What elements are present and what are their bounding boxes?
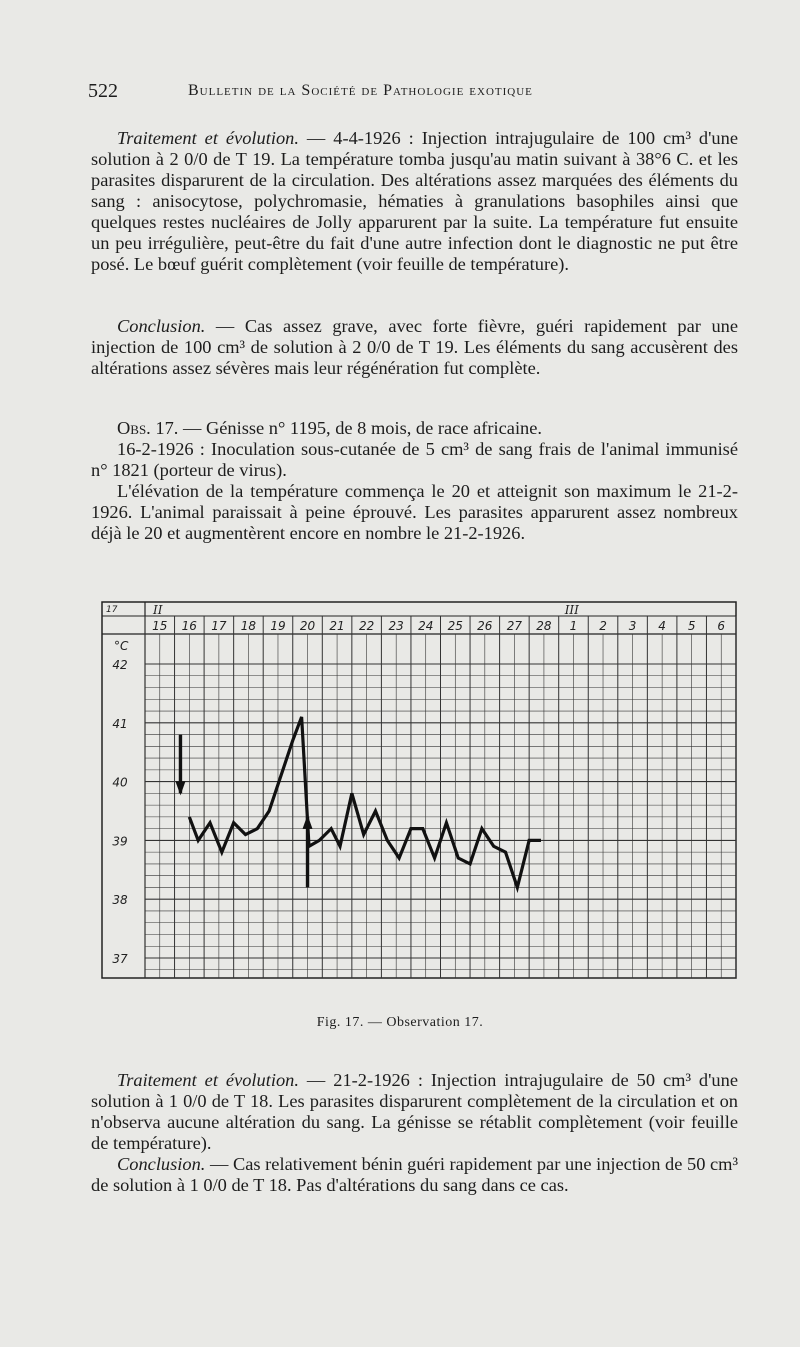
day-label: 25 <box>447 619 463 633</box>
day-label: 22 <box>358 619 375 633</box>
day-label: 17 <box>211 619 227 633</box>
month-label: II <box>153 603 163 617</box>
day-label: 3 <box>628 619 637 633</box>
day-label: 19 <box>270 619 286 633</box>
page-number: 522 <box>88 80 118 102</box>
paragraph-conclusion-1 <box>91 316 738 379</box>
chart-frame <box>102 602 736 978</box>
observation-subject: — Génisse n° 1195, de 8 mois, de race africaine. <box>178 418 543 438</box>
paragraph-lead: Traitement et évolution. <box>117 1070 299 1090</box>
paragraph-temperature-course: L'élévation de la température commença le 20 et atteignit son maximum le 21-2-1926. L'animal paraissait à peine éprouvé. Les parasites apparurent assez nombreux déjà le 20 et augmentèrent encore en nombre le 21-2-1926. <box>91 481 738 543</box>
paragraph-lead: Traitement et évolution. <box>117 128 299 148</box>
y-tick-label: 38 <box>112 893 128 908</box>
paragraph-text: — Cas assez grave, avec forte fièvre, guéri rapidement par une injection de 100 cm³ de solution à 2 0/0 de T 19. Les éléments du sang accusèrent des altérations assez sévères mais leur régénération fut complète. <box>91 316 738 378</box>
temperature-series-line <box>189 717 541 888</box>
y-tick-label: 40 <box>112 775 128 790</box>
corner-label: 17 <box>106 605 118 615</box>
day-label: 5 <box>687 619 696 633</box>
day-label: 21 <box>329 619 345 633</box>
page-header <box>88 80 738 110</box>
day-label: 20 <box>299 619 316 633</box>
paragraph-lead: Conclusion. <box>117 316 206 336</box>
paragraph-observation-header <box>91 418 738 439</box>
observation-label: Obs. 17. <box>117 418 179 438</box>
paragraph-treatment-1 <box>91 128 738 275</box>
paragraph-text: — 21-2-1926 : Injection intrajugulaire de 50 cm³ d'une solution à 1 0/0 de T 18. Les parasites disparurent complètement de la circulation et on n'observa aucune altération du sang. La génisse se rétablit complètement (voir feuille de température). <box>91 1070 738 1153</box>
paragraph-text: — 4-4-1926 : Injection intrajugulaire de 100 cm³ d'une solution à 2 0/0 de T 19. La température tomba jusqu'au matin suivant à 38°6 C. et les parasites disparurent de la circulation. Des altérations assez marquées des éléments du sang : anisocytose, polychromasie, hématies à granulations basophiles ainsi que quelques restes nucléaires de Jolly apparurent par la suite. La température fut ensuite un peu irrégulière, peut-être du fait d'une autre infection dont le diagnostic ne put être posé. Le bœuf guérit complètement (voir feuille de température). <box>91 128 738 274</box>
running-title: Bulletin de la Société de Pathologie exotique <box>188 82 533 99</box>
paragraph-treatment-2 <box>91 1070 738 1154</box>
day-label: 6 <box>717 619 726 633</box>
day-label: 1 <box>569 619 578 633</box>
month-label: III <box>564 603 579 617</box>
day-label: 4 <box>658 619 666 633</box>
temperature-chart-svg <box>100 598 740 983</box>
y-tick-label: 41 <box>112 716 128 731</box>
day-label: 23 <box>388 619 404 633</box>
y-tick-label: 39 <box>112 834 128 849</box>
day-label: 16 <box>181 619 197 633</box>
y-tick-label: 37 <box>112 952 128 966</box>
figure-caption: Fig. 17. — Observation 17. <box>316 1015 484 1030</box>
day-label: 28 <box>536 619 552 633</box>
unit-label: °C <box>114 639 129 653</box>
day-label: 26 <box>477 619 493 633</box>
paragraph-conclusion-2 <box>91 1154 738 1196</box>
y-tick-label: 42 <box>112 658 128 672</box>
paragraph-text: — Cas relativement bénin guéri rapidement par une injection de 50 cm³ de solution à 1 0/0 de T 18. Pas d'altérations du sang dans ce cas. <box>91 1154 738 1195</box>
temperature-chart <box>100 598 740 983</box>
paragraph-inoculation: 16-2-1926 : Inoculation sous-cutanée de 5 cm³ de sang frais de l'animal immunisé n° 1821 (porteur de virus). <box>91 439 738 480</box>
day-label: 24 <box>418 619 434 633</box>
day-label: 15 <box>152 619 168 633</box>
day-label: 18 <box>240 619 257 633</box>
day-label: 2 <box>599 619 607 633</box>
paragraph-lead: Conclusion. <box>117 1154 206 1174</box>
day-label: 27 <box>506 619 523 633</box>
